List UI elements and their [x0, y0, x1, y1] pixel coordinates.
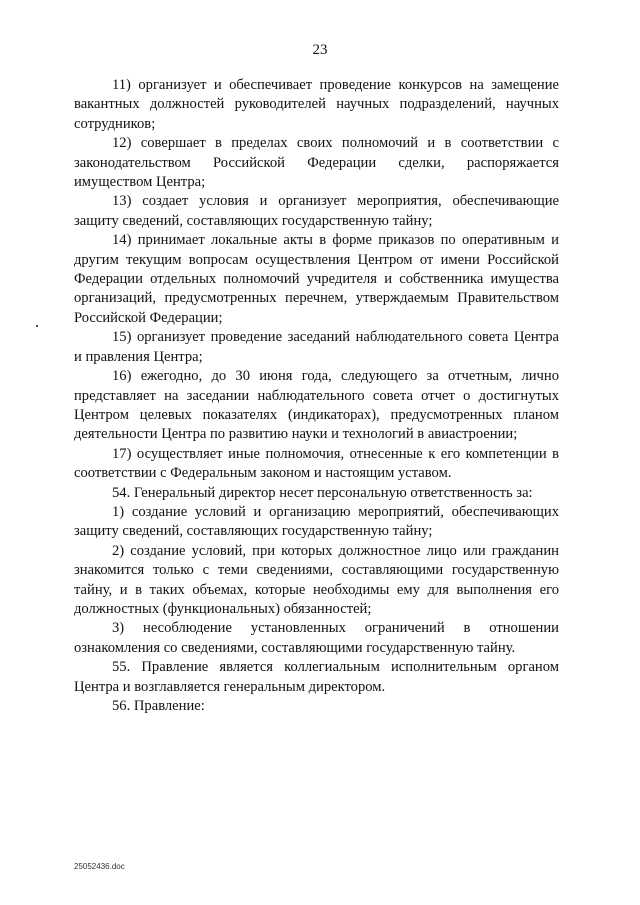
paragraph-item-13: 13) создает условия и организует мероприятия, обеспечивающие защиту сведений, составляющих государственную тайну; [74, 193, 559, 229]
paragraph-section-56: 56. Правление: [112, 698, 205, 714]
scan-speck [36, 325, 38, 327]
paragraph-item-14: 14) принимает локальные акты в форме приказов по оперативным и другим текущим вопросам осуществления Центром от имени Российской Федерации отдельных полномочий учредителя и собственника имущества организаций, предусмотренных перечнем, утверждаемым Правительством Российской Федерации; [74, 232, 559, 326]
page-number: 23 [312, 42, 328, 58]
paragraph-section-54-item-1: 1) создание условий и организацию мероприятий, обеспечивающих защиту сведений, составляющих государственную тайну; [74, 503, 559, 540]
paragraph-section-55: 55. Правление является коллегиальным исполнительным органом Центра и возглавляется генеральным директором. [74, 659, 559, 695]
paragraph-item-12: 12) совершает в пределах своих полномочий и в соответствии с законодательством Российской Федерации сделки, распоряжается имуществом Центра; [74, 135, 559, 191]
paragraph-item-11: 11) организует и обеспечивает проведение конкурсов на замещение вакантных должностей руководителей научных подразделений, научных сотрудников; [74, 77, 559, 132]
paragraph-section-54: 54. Генеральный директор несет персональную ответственность за: [112, 484, 533, 501]
paragraph-item-16: 16) ежегодно, до 30 июня года, следующего за отчетным, лично представляет на заседании наблюдательного совета отчет о достигнутых Центром целевых показателях (индикаторах), предусмотренных планом деятельности Центра по развитию науки и технологий в авиастроении; [74, 368, 559, 443]
paragraph-section-54-item-3: 3) несоблюдение установленных ограничений в отношении ознакомления со сведениями, составляющими государственную тайну. [74, 620, 559, 656]
document-body [74, 76, 559, 716]
paragraph-item-15: 15) организует проведение заседаний наблюдательного совета Центра и правления Центра; [74, 329, 559, 365]
footer-filename: 25052436.doc [74, 862, 125, 871]
paragraph-section-54-item-2: 2) создание условий, при которых должностное лицо или гражданин знакомится только с теми сведениями, составляющими государственную тайну, и в таких объемах, которые необходимы ему для выполнения его должностных (функциональных) обязанностей; [74, 542, 559, 617]
paragraph-item-17: 17) осуществляет иные полномочия, отнесенные к его компетенции в соответствии с Федеральным законом и настоящим уставом. [74, 445, 559, 482]
